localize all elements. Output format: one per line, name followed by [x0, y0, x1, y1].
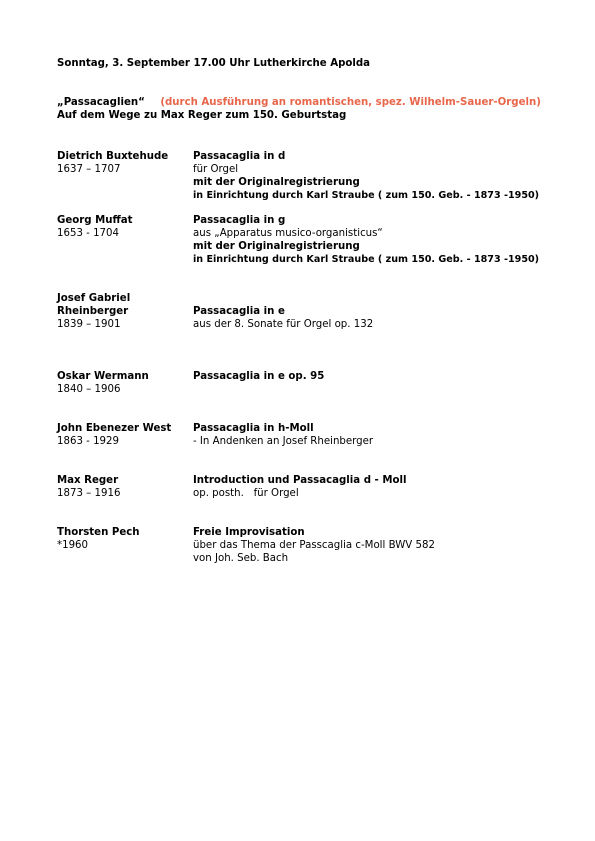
composer-name: Oskar Wermann [57, 371, 149, 382]
work-detail: aus „Apparatus musico-organisticus“ [193, 228, 383, 239]
program-title-note: (durch Ausführung an romantischen, spez. Wilhelm-Sauer-Orgeln) [160, 97, 541, 108]
program-title: „Passacaglien“ [57, 97, 145, 108]
composer-name: Dietrich Buxtehude [57, 151, 169, 162]
work-detail: aus der 8. Sonate für Orgel op. 132 [193, 319, 374, 330]
work-detail: - In Andenken an Josef Rheinberger [193, 436, 374, 447]
work-detail: op. posth. für Orgel [193, 488, 299, 499]
composer-name: Georg Muffat [57, 215, 133, 226]
work-detail: über das Thema der Passcaglia c-Moll BWV 582 [193, 540, 435, 551]
composer-name: Max Reger [57, 475, 119, 486]
program-subtitle: Auf dem Wege zu Max Reger zum 150. Geburtstag [57, 110, 347, 121]
work-title: Passacaglia in g [193, 215, 286, 226]
composer-name: Thorsten Pech [57, 527, 140, 538]
composer-dates: *1960 [57, 540, 89, 551]
work-detail: für Orgel [193, 164, 239, 175]
work-title: Freie Improvisation [193, 527, 305, 538]
composer-dates: 1840 – 1906 [57, 384, 121, 395]
program-title-line [57, 96, 541, 109]
work-detail: in Einrichtung durch Karl Straube ( zum 150. Geb. - 1873 -1950) [193, 190, 540, 201]
work-detail: in Einrichtung durch Karl Straube ( zum 150. Geb. - 1873 -1950) [193, 254, 540, 265]
work-title: Passacaglia in d [193, 151, 286, 162]
composer-name: Rheinberger [57, 306, 129, 317]
composer-dates: 1637 – 1707 [57, 164, 121, 175]
composer-name: Josef Gabriel [57, 293, 131, 304]
composer-dates: 1873 – 1916 [57, 488, 121, 499]
work-title: Passacaglia in e [193, 306, 285, 317]
event-line: Sonntag, 3. September 17.00 Uhr Lutherkirche Apolda [57, 58, 371, 69]
work-title: Passacaglia in e op. 95 [193, 371, 325, 382]
work-detail: mit der Originalregistrierung [193, 177, 360, 188]
composer-name: John Ebenezer West [57, 423, 172, 434]
work-title: Introduction und Passacaglia d - Moll [193, 475, 407, 486]
composer-dates: 1653 - 1704 [57, 228, 120, 239]
work-title: Passacaglia in h-Moll [193, 423, 314, 434]
work-detail: mit der Originalregistrierung [193, 241, 360, 252]
composer-dates: 1863 - 1929 [57, 436, 120, 447]
composer-dates: 1839 – 1901 [57, 319, 121, 330]
work-detail: von Joh. Seb. Bach [193, 553, 289, 564]
